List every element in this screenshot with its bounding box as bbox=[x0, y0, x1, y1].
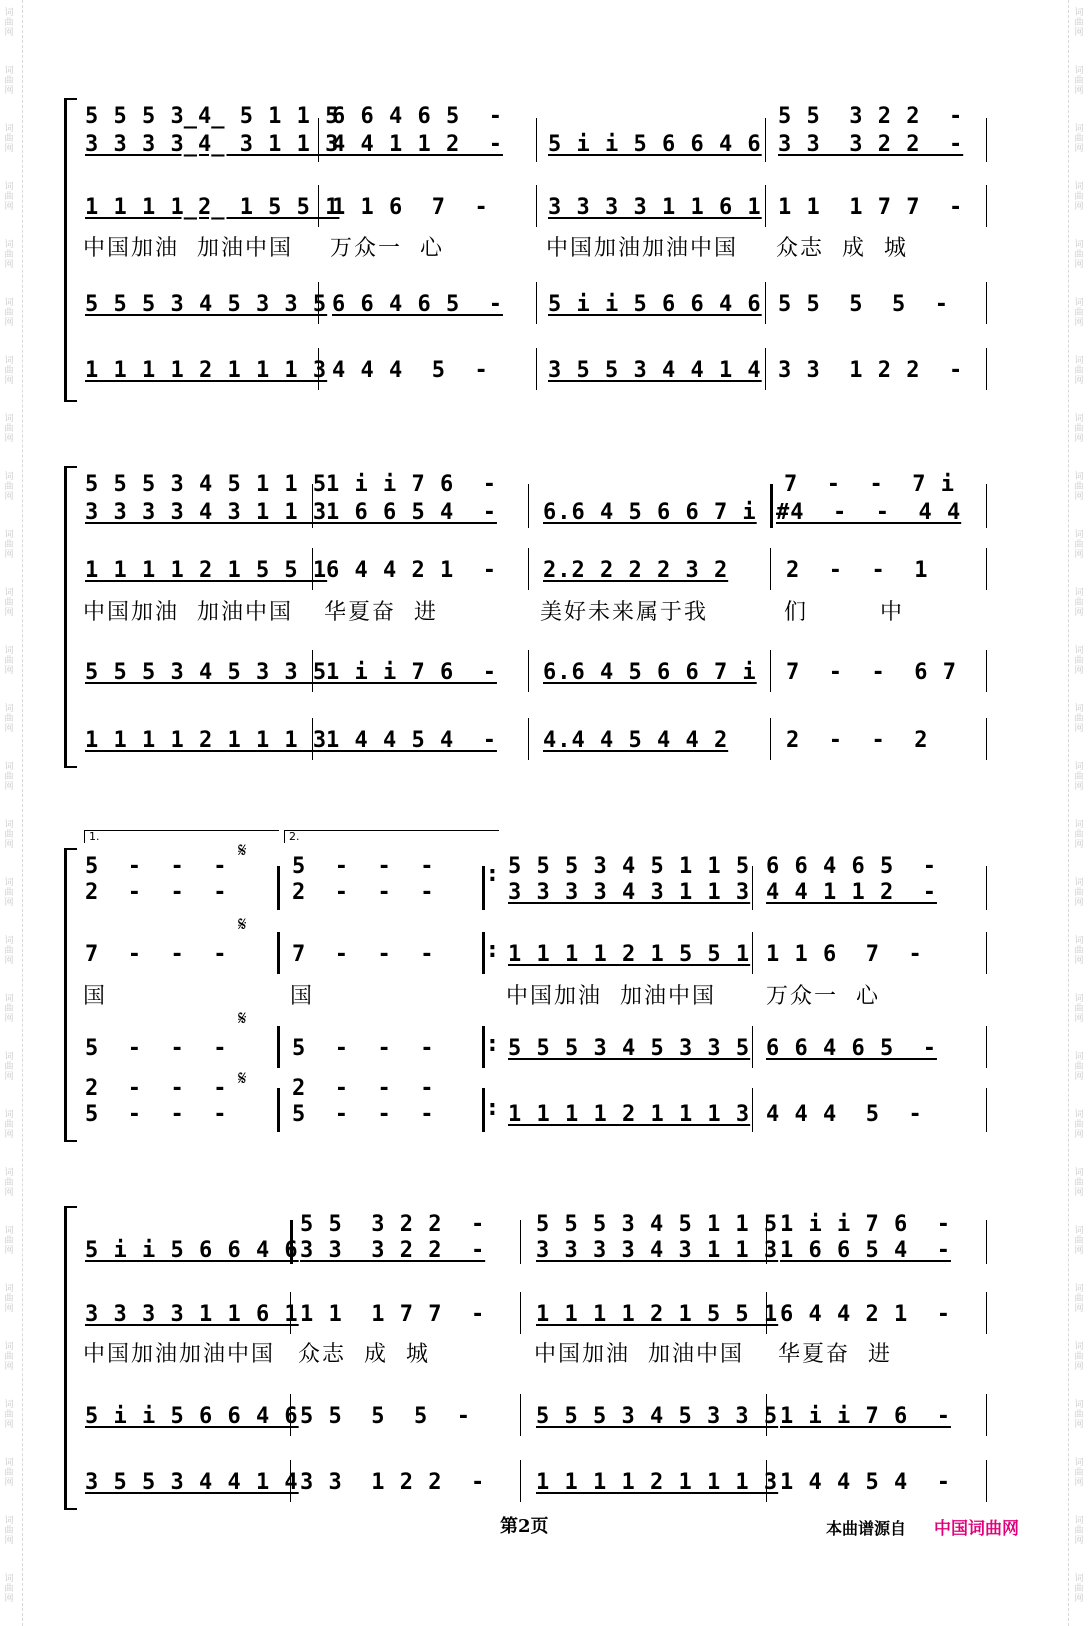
second-voice-m2: 4 4 1 1 2 - bbox=[332, 132, 503, 157]
top-voice-m4: 1 i i 7 6 - bbox=[780, 1212, 951, 1237]
lyric-m4: 万众一 心 bbox=[766, 984, 880, 1009]
melody-m2: 1 1 6 7 - bbox=[332, 195, 489, 220]
watermark-text: 词曲网 bbox=[1074, 124, 1084, 154]
melody-m1: 7 - - - bbox=[85, 942, 228, 967]
watermark-text: 词曲网 bbox=[4, 1168, 14, 1198]
barline bbox=[312, 650, 313, 692]
barline bbox=[318, 185, 319, 227]
barline bbox=[986, 1088, 987, 1132]
lyric-m2: 万众一 心 bbox=[330, 236, 444, 261]
watermark-text: 词曲网 bbox=[4, 530, 14, 560]
top-voice-m4: 6 6 4 6 5 - bbox=[766, 854, 937, 879]
barline bbox=[312, 548, 313, 590]
barline bbox=[536, 118, 537, 162]
watermark-text: 词曲网 bbox=[4, 820, 14, 850]
source-site-link[interactable]: 中国词曲网 bbox=[934, 1519, 1019, 1539]
barline bbox=[520, 1292, 521, 1334]
melody-m1: 1 1 1 1 2 1 5 5 1 bbox=[85, 558, 328, 583]
barline bbox=[770, 548, 771, 590]
lyric-m3: 中国加油加油中国 bbox=[546, 236, 739, 261]
alto-m2: 1 i i 7 6 - bbox=[326, 660, 497, 685]
lyric-m1: 中国加油 加油中国 bbox=[83, 600, 293, 625]
watermark-text: 词曲网 bbox=[4, 66, 14, 96]
bass-m3: 1 1 1 1 2 1 1 1 3 bbox=[508, 1102, 751, 1127]
watermark-text: 词曲网 bbox=[1074, 878, 1084, 908]
barline bbox=[277, 932, 280, 974]
watermark-text: 词曲网 bbox=[1074, 646, 1084, 676]
watermark-text: 词曲网 bbox=[1074, 240, 1084, 270]
barline bbox=[528, 650, 529, 692]
second-voice-m4: 3 3 3 2 2 - bbox=[778, 132, 964, 157]
watermark-text: 词曲网 bbox=[4, 1574, 14, 1604]
barline bbox=[536, 185, 537, 227]
top-voice-m1: 5 - - - bbox=[85, 854, 228, 879]
barline bbox=[986, 1460, 987, 1502]
top-voice-m4: 7 - - 7 i bbox=[784, 472, 955, 497]
lyric-m2: 国 bbox=[290, 984, 315, 1009]
melody-m4: 2 - - 1 bbox=[786, 558, 929, 583]
watermark-text: 词曲网 bbox=[4, 646, 14, 676]
watermark-text: 词曲网 bbox=[4, 1458, 14, 1488]
barline bbox=[312, 484, 313, 528]
barline bbox=[528, 548, 529, 590]
barline bbox=[536, 282, 537, 324]
repeat-dots: : bbox=[488, 938, 497, 963]
alto-m3: 5 5 5 3 4 5 3 3 5 bbox=[508, 1036, 751, 1061]
bass-m3: 3 5 5 3 4 4 1 4 bbox=[548, 358, 762, 383]
melody-m2: 7 - - - bbox=[292, 942, 435, 967]
watermark-text: 词曲网 bbox=[4, 1052, 14, 1082]
melody-m3: 2.2 2 2 2 3 2 bbox=[543, 558, 729, 583]
lyric-m3: 美好未来属于我 bbox=[540, 600, 709, 625]
watermark-text: 词曲网 bbox=[1074, 472, 1084, 502]
second-voice-m1: 3 3 3 3̲4̲ 3 1 1 3 bbox=[85, 132, 340, 157]
barline bbox=[752, 866, 753, 910]
alto-m2: 5 5 5 5 - bbox=[300, 1404, 471, 1429]
bass-m1: 1 1 1 1 2 1 1 1 3 bbox=[85, 728, 328, 753]
watermark-text: 词曲网 bbox=[1074, 1168, 1084, 1198]
right-margin-line bbox=[1068, 0, 1069, 1626]
barline bbox=[312, 718, 313, 760]
barline bbox=[986, 118, 987, 162]
repeat-start-barline bbox=[482, 932, 485, 974]
barline bbox=[986, 650, 987, 692]
segno-sign: 𝄋 bbox=[238, 838, 247, 862]
lyric-m1: 国 bbox=[83, 984, 108, 1009]
barline bbox=[986, 866, 987, 910]
melody-m1: 3 3 3 3 1 1 6 1 bbox=[85, 1302, 299, 1327]
barline bbox=[766, 1394, 767, 1436]
second-voice-m3: 6.6 4 5 6 6 7 i bbox=[543, 500, 757, 525]
bass-m4: 4 4 4 5 - bbox=[766, 1102, 923, 1127]
barline bbox=[277, 866, 280, 910]
bass-m3: 1 1 1 1 2 1 1 1 3 bbox=[536, 1470, 779, 1495]
lyric-m4: 们 中 bbox=[784, 600, 904, 625]
watermark-text: 词曲网 bbox=[1074, 820, 1084, 850]
lyric-m4: 华夏奋 进 bbox=[778, 1342, 892, 1367]
second-voice-m2: 3 3 3 2 2 - bbox=[300, 1238, 486, 1263]
watermark-text: 词曲网 bbox=[4, 8, 14, 38]
alto-m1: 5 5 5 3 4 5 3 3 5 bbox=[85, 660, 328, 685]
watermark-text: 词曲网 bbox=[1074, 8, 1084, 38]
watermark-text: 词曲网 bbox=[1074, 298, 1084, 328]
top-voice-m2: 6 6 4 6 5 - bbox=[332, 104, 503, 129]
barline bbox=[528, 718, 529, 760]
barline bbox=[752, 1026, 753, 1068]
source-label: 本曲谱源自 bbox=[826, 1519, 907, 1538]
bass-top-m1: 2 - - - bbox=[85, 1076, 228, 1101]
watermark-text: 词曲网 bbox=[1074, 1226, 1084, 1256]
system-brace bbox=[64, 466, 77, 768]
left-margin-line bbox=[22, 0, 23, 1626]
barline bbox=[318, 118, 319, 162]
barline bbox=[986, 548, 987, 590]
second-voice-m2: 2 - - - bbox=[292, 880, 435, 905]
repeat-dots: : bbox=[488, 1032, 497, 1057]
watermark-text: 词曲网 bbox=[1074, 66, 1084, 96]
barline bbox=[752, 1088, 753, 1132]
barline bbox=[765, 118, 766, 162]
watermark-text: 词曲网 bbox=[1074, 1110, 1084, 1140]
alto-m4: 5 5 5 5 - bbox=[778, 292, 949, 317]
barline bbox=[520, 1220, 521, 1264]
watermark-text: 词曲网 bbox=[4, 1400, 14, 1430]
melody-m2: 1 1 1 7 7 - bbox=[300, 1302, 486, 1327]
top-voice-m2: 5 - - - bbox=[292, 854, 435, 879]
bass-m2: 3 3 1 2 2 - bbox=[300, 1470, 486, 1495]
watermark-text: 词曲网 bbox=[4, 182, 14, 212]
watermark-text: 词曲网 bbox=[4, 994, 14, 1024]
watermark-text: 词曲网 bbox=[4, 936, 14, 966]
watermark-text: 词曲网 bbox=[1074, 530, 1084, 560]
watermark-text: 词曲网 bbox=[4, 1284, 14, 1314]
barline bbox=[986, 718, 987, 760]
barline bbox=[290, 1292, 291, 1334]
top-voice-m1: 5 5 5 3̲4̲ 5 1 1 5 bbox=[85, 104, 340, 129]
segno-sign: 𝄋 bbox=[238, 1066, 247, 1090]
barline bbox=[528, 484, 529, 528]
alto-m1: 5 i i 5 6 6 4 6 bbox=[85, 1404, 299, 1429]
melody-m3: 1 1 1 1 2 1 5 5 1 bbox=[536, 1302, 779, 1327]
barline bbox=[765, 282, 766, 324]
barline bbox=[536, 348, 537, 390]
watermark-text: 词曲网 bbox=[4, 472, 14, 502]
barline bbox=[318, 348, 319, 390]
alto-m1: 5 5 5 3 4 5 3 3 5 bbox=[85, 292, 328, 317]
bass-m1: 1 1 1 1 2 1 1 1 3 bbox=[85, 358, 328, 383]
watermark-text: 词曲网 bbox=[1074, 1284, 1084, 1314]
lyric-m3: 中国加油 加油中国 bbox=[534, 1342, 744, 1367]
segno-sign: 𝄋 bbox=[238, 1006, 247, 1030]
second-voice-m3: 5 i i 5 6 6 4 6 bbox=[548, 132, 762, 157]
repeat-dots: : bbox=[488, 862, 497, 887]
watermark-text: 词曲网 bbox=[1074, 1458, 1084, 1488]
volta-bracket-2: 2. bbox=[284, 830, 499, 843]
bass-m4: 2 - - 2 bbox=[786, 728, 929, 753]
alto-m3: 5 5 5 3 4 5 3 3 5 bbox=[536, 1404, 779, 1429]
watermark-text: 词曲网 bbox=[4, 1110, 14, 1140]
second-voice-m4: 1 6 6 5 4 - bbox=[780, 1238, 951, 1263]
barline bbox=[290, 1394, 291, 1436]
barline bbox=[986, 185, 987, 227]
alto-m3: 6.6 4 5 6 6 7 i bbox=[543, 660, 757, 685]
watermark-text: 词曲网 bbox=[1074, 936, 1084, 966]
bass-m3: 4.4 4 5 4 4 2 bbox=[543, 728, 729, 753]
second-voice-m1: 5 i i 5 6 6 4 6 bbox=[85, 1238, 299, 1263]
lyric-m1: 中国加油 加油中国 bbox=[83, 236, 293, 261]
barline bbox=[520, 1394, 521, 1436]
bass-m2: 4 4 4 5 - bbox=[332, 358, 489, 383]
melody-m1: 1 1 1 1̲2̲ 1 5 5 1 bbox=[85, 195, 340, 220]
watermark-text: 词曲网 bbox=[1074, 1342, 1084, 1372]
top-voice-m2: 1 i i 7 6 - bbox=[326, 472, 497, 497]
barline bbox=[986, 282, 987, 324]
barline bbox=[986, 484, 987, 528]
melody-m4: 6 4 4 2 1 - bbox=[780, 1302, 951, 1327]
alto-m2: 6 6 4 6 5 - bbox=[332, 292, 503, 317]
segno-sign: 𝄋 bbox=[238, 912, 247, 936]
lyric-m1: 中国加油加油中国 bbox=[83, 1342, 276, 1367]
melody-m4: 1 1 1 7 7 - bbox=[778, 195, 964, 220]
watermark-text: 词曲网 bbox=[4, 762, 14, 792]
bass-top-m2: 2 - - - bbox=[292, 1076, 435, 1101]
system-brace bbox=[64, 1206, 77, 1510]
barline bbox=[766, 1292, 767, 1334]
repeat-dots: : bbox=[488, 1096, 497, 1121]
repeat-start-barline bbox=[482, 1088, 485, 1132]
second-voice-m3: 3 3 3 3 4 3 1 1 3 bbox=[508, 880, 751, 905]
barline bbox=[752, 932, 753, 974]
watermark-text: 词曲网 bbox=[1074, 1574, 1084, 1604]
watermark-text: 词曲网 bbox=[4, 878, 14, 908]
barline bbox=[290, 1460, 291, 1502]
second-voice-m1: 3 3 3 3 4 3 1 1 3 bbox=[85, 500, 328, 525]
barline bbox=[986, 1220, 987, 1264]
barline bbox=[986, 1026, 987, 1068]
watermark-text: 词曲网 bbox=[1074, 704, 1084, 734]
watermark-text: 词曲网 bbox=[4, 356, 14, 386]
bass-m1: 5 - - - bbox=[85, 1102, 228, 1127]
barline bbox=[277, 1026, 280, 1068]
barline bbox=[986, 348, 987, 390]
lyric-m4: 众志 成 城 bbox=[776, 236, 908, 261]
alto-m4: 1 i i 7 6 - bbox=[780, 1404, 951, 1429]
watermark-text: 词曲网 bbox=[4, 240, 14, 270]
barline bbox=[318, 282, 319, 324]
top-voice-m3: 5 5 5 3 4 5 1 1 5 bbox=[508, 854, 751, 879]
barline bbox=[766, 1220, 767, 1264]
barline bbox=[765, 348, 766, 390]
bass-m2: 5 - - - bbox=[292, 1102, 435, 1127]
alto-m4: 6 6 4 6 5 - bbox=[766, 1036, 937, 1061]
watermark-text: 词曲网 bbox=[1074, 1400, 1084, 1430]
watermark-text: 词曲网 bbox=[4, 298, 14, 328]
barline bbox=[766, 1460, 767, 1502]
barline bbox=[770, 718, 771, 760]
bass-m2: 1 4 4 5 4 - bbox=[326, 728, 497, 753]
lyric-m3: 中国加油 加油中国 bbox=[506, 984, 716, 1009]
melody-m2: 6 4 4 2 1 - bbox=[326, 558, 497, 583]
melody-m3: 3 3 3 3 1 1 6 1 bbox=[548, 195, 762, 220]
watermark-text: 词曲网 bbox=[1074, 588, 1084, 618]
watermark-text: 词曲网 bbox=[1074, 1516, 1084, 1546]
watermark-text: 词曲网 bbox=[4, 1516, 14, 1546]
melody-m3: 1 1 1 1 2 1 5 5 1 bbox=[508, 942, 751, 967]
barline bbox=[986, 1394, 987, 1436]
barline bbox=[986, 932, 987, 974]
second-voice-m4: 4 4 1 1 2 - bbox=[766, 880, 937, 905]
barline bbox=[986, 1292, 987, 1334]
watermark-text: 词曲网 bbox=[1074, 414, 1084, 444]
repeat-start-barline bbox=[482, 1026, 485, 1068]
system-brace bbox=[64, 848, 77, 1142]
second-voice-m2: 1 6 6 5 4 - bbox=[326, 500, 497, 525]
alto-m1: 5 - - - bbox=[85, 1036, 228, 1061]
bass-m1: 3 5 5 3 4 4 1 4 bbox=[85, 1470, 299, 1495]
top-voice-m2: 5 5 3 2 2 - bbox=[300, 1212, 486, 1237]
top-voice-m1: 5 5 5 3 4 5 1 1 5 bbox=[85, 472, 328, 497]
watermark-text: 词曲网 bbox=[4, 588, 14, 618]
watermark-text: 词曲网 bbox=[1074, 762, 1084, 792]
barline bbox=[277, 1088, 280, 1132]
watermark-text: 词曲网 bbox=[1074, 182, 1084, 212]
barline bbox=[770, 650, 771, 692]
volta-bracket-1: 1. bbox=[84, 830, 279, 843]
second-voice-m4: #4 - - 4 4 bbox=[776, 500, 962, 525]
barline bbox=[770, 484, 773, 528]
page-number: 第2页 bbox=[500, 1516, 549, 1537]
barline bbox=[290, 1220, 293, 1264]
top-voice-m4: 5 5 3 2 2 - bbox=[778, 104, 964, 129]
bass-m4: 1 4 4 5 4 - bbox=[780, 1470, 951, 1495]
watermark-text: 词曲网 bbox=[4, 124, 14, 154]
alto-m2: 5 - - - bbox=[292, 1036, 435, 1061]
second-voice-m3: 3 3 3 3 4 3 1 1 3 bbox=[536, 1238, 779, 1263]
watermark-text: 词曲网 bbox=[1074, 994, 1084, 1024]
bass-m4: 3 3 1 2 2 - bbox=[778, 358, 964, 383]
watermark-text: 词曲网 bbox=[4, 1226, 14, 1256]
second-voice-m1: 2 - - - bbox=[85, 880, 228, 905]
alto-m4: 7 - - 6 7 bbox=[786, 660, 957, 685]
barline bbox=[765, 185, 766, 227]
barline bbox=[520, 1460, 521, 1502]
watermark-text: 词曲网 bbox=[1074, 356, 1084, 386]
melody-m4: 1 1 6 7 - bbox=[766, 942, 923, 967]
watermark-text: 词曲网 bbox=[1074, 1052, 1084, 1082]
top-voice-m3: 5 5 5 3 4 5 1 1 5 bbox=[536, 1212, 779, 1237]
watermark-text: 词曲网 bbox=[4, 704, 14, 734]
lyric-m2: 众志 成 城 bbox=[298, 1342, 430, 1367]
lyric-m2: 华夏奋 进 bbox=[324, 600, 438, 625]
watermark-text: 词曲网 bbox=[4, 414, 14, 444]
repeat-start-barline bbox=[482, 866, 485, 910]
system-brace bbox=[64, 98, 77, 402]
watermark-text: 词曲网 bbox=[4, 1342, 14, 1372]
alto-m3: 5 i i 5 6 6 4 6 bbox=[548, 292, 762, 317]
